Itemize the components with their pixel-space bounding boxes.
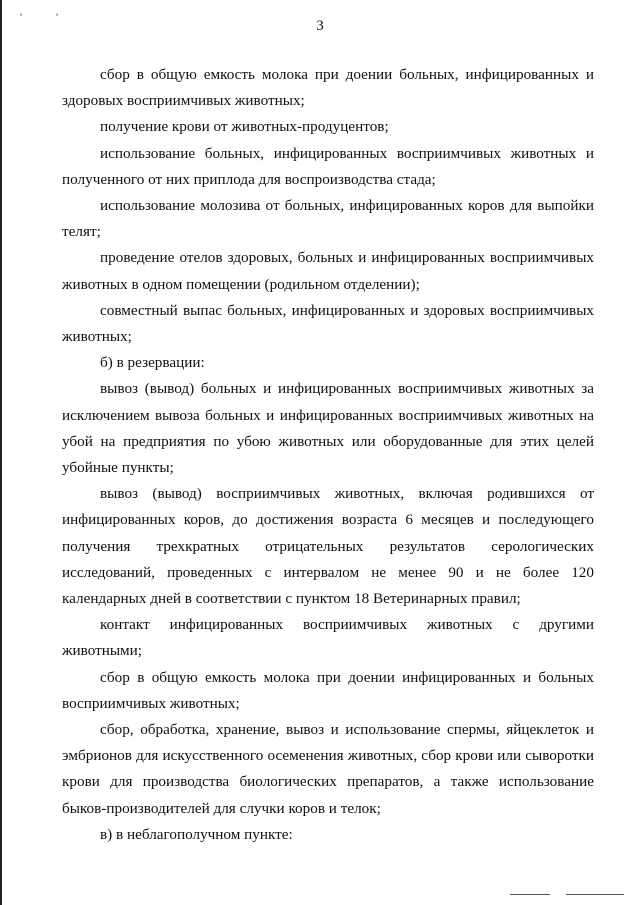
section-heading-b: б) в резервации: — [100, 354, 205, 372]
scan-tick-mark: ' — [20, 10, 23, 24]
paragraph: вывоз (вывод) больных и инфицированных восприимчивых животных за исключением вывоза больных и инфицированных восприимчивых животных на убой на предприятия по убою животных или оборудованные для этих целей убойные пункты; — [62, 380, 594, 477]
scan-corner-mark — [566, 894, 624, 895]
paragraph: получение крови от животных-продуцентов; — [100, 118, 389, 136]
page-number: 3 — [316, 18, 324, 34]
scan-tick-mark: ' — [56, 10, 59, 24]
paragraph: сбор в общую емкость молока при доении больных, инфицированных и здоровых восприимчивых животных; — [62, 66, 594, 110]
paragraph: использование молозива от больных, инфицированных коров для выпойки телят; — [62, 197, 594, 241]
paragraph: вывоз (вывод) восприимчивых животных, включая родившихся от инфицированных коров, до достижения возраста 6 месяцев и последующего получения трехкратных отрицательных результатов серологических исследований, проведенных с интервалом не менее 90 и не более 120 календарных дней в соответствии с пунктом 18 Ветеринарных правил; — [62, 485, 594, 608]
scan-corner-mark — [510, 894, 550, 895]
paragraph: совместный выпас больных, инфицированных и здоровых восприимчивых животных; — [62, 301, 594, 346]
paragraph: использование больных, инфицированных восприимчивых животных и полученного от них приплода для воспроизводства стада; — [62, 144, 594, 188]
section-heading-v: в) в неблагополучном пункте: — [100, 825, 293, 843]
paragraph: проведение отелов здоровых, больных и инфицированных восприимчивых животных в одном помещении (родильном отделении); — [62, 249, 594, 293]
paragraph: сбор, обработка, хранение, вывоз и использование спермы, яйцеклеток и эмбрионов для искусственного осеменения животных, сбор крови или сыворотки крови для производства биологических препаратов, а также использование быков-производителей для случки коров и телок; — [62, 721, 594, 817]
paragraph: контакт инфицированных восприимчивых животных с другими животными; — [62, 616, 594, 660]
scan-edge-line — [0, 0, 2, 905]
document-body — [62, 62, 594, 848]
paragraph: сбор в общую емкость молока при доении инфицированных и больных восприимчивых животных; — [62, 668, 594, 712]
